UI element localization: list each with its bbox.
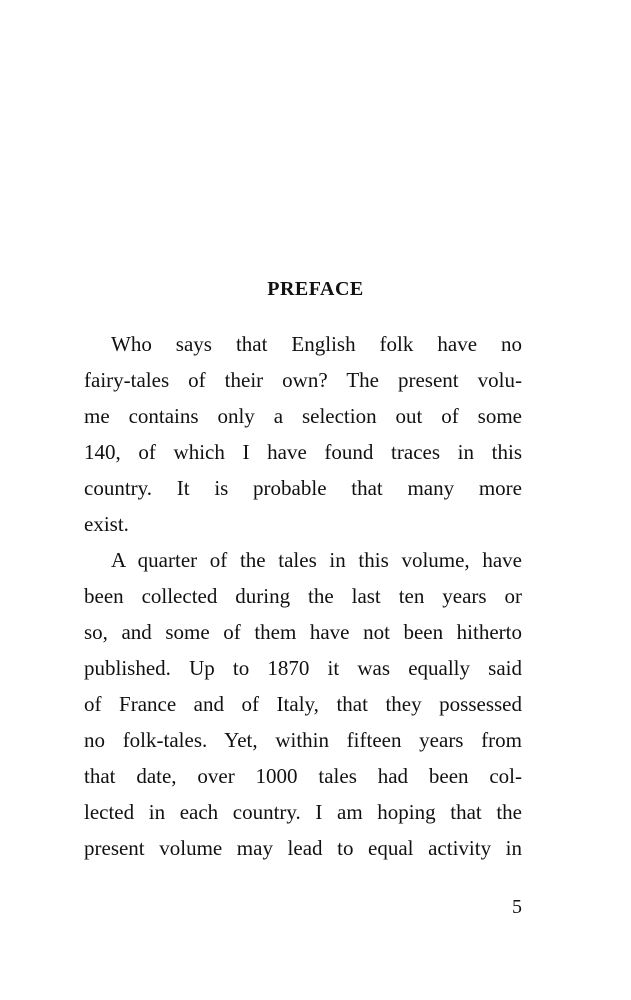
page-number: 5 <box>512 896 522 918</box>
text-line-11: of France and of Italy, that they possessed <box>84 692 522 716</box>
text-line-14: lected in each country. I am hoping that the <box>84 800 522 824</box>
text-line-15: present volume may lead to equal activity in <box>84 836 522 860</box>
text-line-7: A quarter of the tales in this volume, have <box>111 548 522 572</box>
text-line-9: so, and some of them have not been hitherto <box>84 620 522 644</box>
page-title: PREFACE <box>267 278 364 300</box>
text-line-8: been collected during the last ten years or <box>84 584 522 608</box>
text-line-5: country. It is probable that many more <box>84 476 522 500</box>
text-line-10: published. Up to 1870 it was equally said <box>84 656 522 680</box>
text-line-3: me contains only a selection out of some <box>84 404 522 428</box>
text-line-2: fairy-tales of their own? The present volu- <box>84 368 522 392</box>
text-line-4: 140, of which I have found traces in this <box>84 440 522 464</box>
text-line-1: Who says that English folk have no <box>111 332 522 356</box>
text-line-12: no folk-tales. Yet, within fifteen years from <box>84 728 522 752</box>
text-line-6: exist. <box>84 512 129 536</box>
text-line-13: that date, over 1000 tales had been col- <box>84 764 522 788</box>
